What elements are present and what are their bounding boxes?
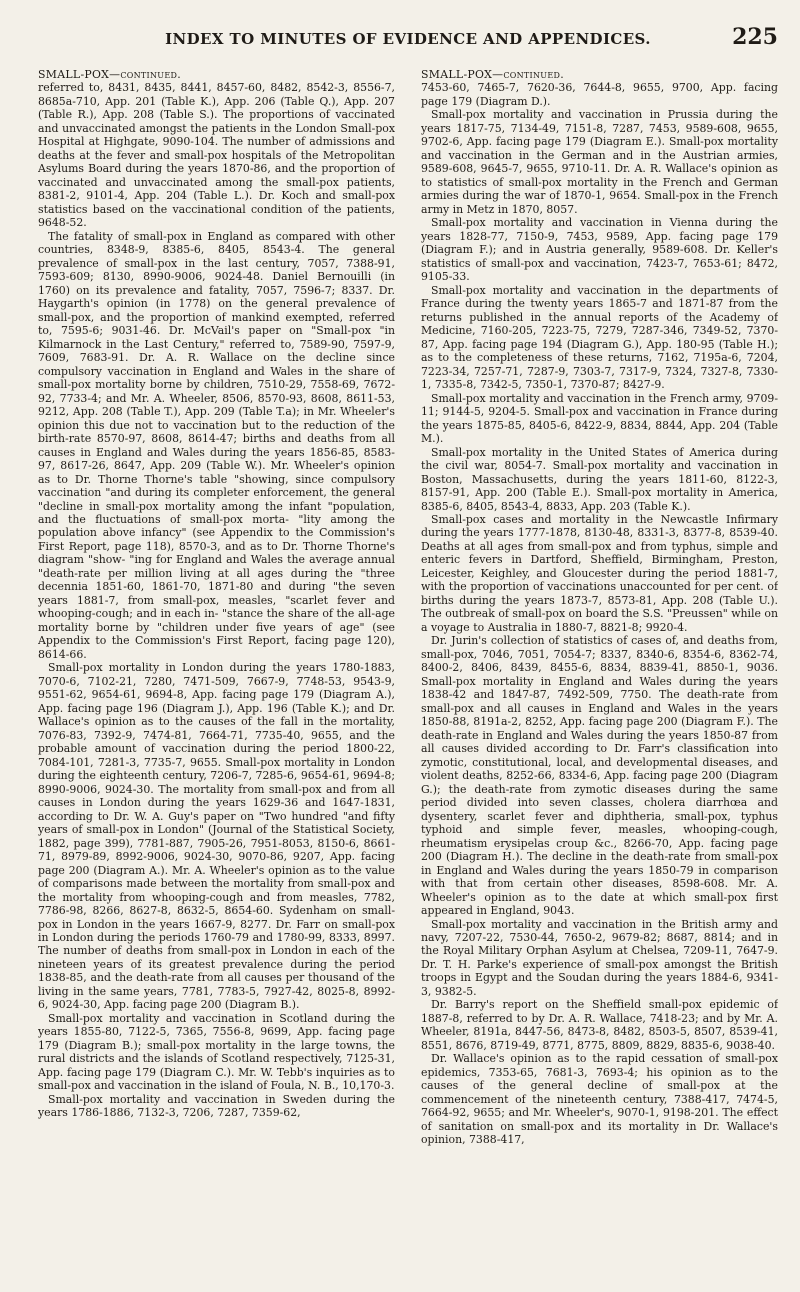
left-column-heading: SMALL-POX—continued. (38, 68, 181, 81)
index-paragraph: Dr. Wallace's opinion as to the rapid cessation of small-pox epidemics, 7353-65, 7681-3, 7693-4; his opinion as to the causes of the general decline of small-pox at the commencement of the nineteenth century, 7388-417, 7474-5, 7664-92, 9655; and Mr. Wheeler's, 9070-1, 9198-201. The effect of sanitation on small-pox and its mortality in Dr. Wallace's opinion, 7388-417, (421, 1052, 778, 1147)
index-paragraph: Small-pox mortality in the United States of America during the civil war, 8054-7. Small-pox mortality and vaccination in Boston, Massachusetts, during the years 1811-60, 8122-3, 8157-91, App. 200 (Table E.). Small-pox mortality in America, 8385-6, 8405, 8543-4, 8833, App. 203 (Table K.). (421, 445, 778, 513)
index-paragraph: The fatality of small-pox in England as compared with other countries, 8348-9, 8385-6, 8405, 8543-4. The general prevalence of small-pox in the last century, 7057, 7388-91, 7593-609; 8130, 8990-9006, 9024-48. Daniel Bernouilli (in 1760) on its prevalence and fatality, 7057, 7596-7; 8337. Dr. Haygarth's opinion (in 1778) on the general prevalence of small-pox, and the proportion of mankind exempted, referred to, 7595-6; 9031-46. Dr. McVail's paper on "Small-pox "in Kilmarnock in the Last Century," referred to, 7589-90, 7597-9, 7609, 7683-91. Dr. A. R. Wallace on the decline since compulsory vaccination in England and Wales in the share of small-pox mortality borne by children, 7510-29, 7558-69, 7672-92, 7733-4; and Mr. A. Wheeler, 8506, 8570-93, 8608, 8611-53, 9212, App. 208 (Table T.), App. 209 (Table T.a); in Mr. Wheeler's opinion this due not to vaccination but to the reduction of the birth-rate 8570-97, 8608, 8614-47; births and deaths from all causes in England and Wales during the years 1856-85, 8583-97, 8617-26, 8647, App. 209 (Table W.). Mr. Wheeler's opinion as to Dr. Thorne Thorne's table "showing, since compulsory vaccination "and during its completer enforcement, the general "decline in small-pox mortality among the infant "population, and the fluctuations of small-pox morta- "lity among the population above infancy" (see Appendix to the Commission's First Report, page 118), 8570-3, and as to Dr. Thorne Thorne's diagram "show- "ing for England and Wales the average annual "death-rate per million living at all ages during the "three decennia 1851-60, 1861-70, 1871-80 and during "the seven years 1881-7, from small-pox, measles, "scarlet fever and whooping-cough; and in each in- "stance the share of the all-age mortality borne by "children under five years of age" (see Appendix to the Commission's First Report, facing page 120), 8614-66. (38, 229, 395, 661)
index-paragraph: Small-pox mortality and vaccination in Scotland during the years 1855-80, 7122-5, 7365, 7556-8, 9699, App. facing page 179 (Diagram B.); small-pox mortality in the large towns, the rural districts and the islands of Scotland respectively, 7125-31, App. facing page 179 (Diagram C.). Mr. W. Tebb's inquiries as to small-pox and vaccination in the island of Foula, N. B., 10,170-3. (38, 1011, 395, 1093)
left-column (38, 68, 395, 1272)
index-paragraph: Small-pox mortality and vaccination in Vienna during the years 1828-77, 7150-9, 7453, 9589, App. facing page 179 (Diagram F.); and in Austria generally, 9589-608. Dr. Keller's statistics of small-pox and vaccination, 7423-7, 7653-61; 8472, 9105-33. (421, 216, 778, 284)
index-paragraph: Small-pox mortality and vaccination in the departments of France during the twenty years 1865-7 and 1871-87 from the returns published in the annual reports of the Academy of Medicine, 7160-205, 7223-75, 7279, 7287-346, 7349-52, 7370-87, App. facing page 194 (Diagram G.), App. 180-95 (Table H.); as to the completeness of these returns, 7162, 7195a-6, 7204, 7223-34, 7257-71, 7287-9, 7303-7, 7317-9, 7324, 7327-8, 7330-1, 7335-8, 7342-5, 7350-1, 7370-87; 8427-9. (421, 283, 778, 392)
index-paragraph: Small-pox cases and mortality in the Newcastle Infirmary during the years 1777-1878, 8130-48, 8331-3, 8377-8, 8539-40. Deaths at all ages from small-pox and from typhus, simple and enteric fevers in Dartford, Sheffield, Birmingham, Preston, Leicester, Keighley, and Gloucester during the period 1881-7, with the proportion of vaccinations unaccounted for per cent. of births during the years 1873-7, 8573-81, App. 208 (Table U.). The outbreak of small-pox on board the S.S. "Preussen" while on a voyage to Australia in 1880-7, 8821-8; 9920-4. (421, 512, 778, 634)
index-paragraph: Small-pox mortality and vaccination in Sweden during the years 1786-1886, 7132-3, 7206, 7287, 7359-62, (38, 1092, 395, 1120)
index-paragraph: Small-pox mortality and vaccination in the French army, 9709-11; 9144-5, 9204-5. Small-pox and vaccination in France during the years 1875-85, 8405-6, 8422-9, 8834, 8844, App. 204 (Table M.). (421, 391, 778, 446)
index-page (38, 22, 778, 1272)
right-column-heading: SMALL-POX—continued. (421, 68, 564, 81)
index-paragraph: Small-pox mortality and vaccination in Prussia during the years 1817-75, 7134-49, 7151-8, 7287, 7453, 9589-608, 9655, 9702-6, App. facing page 179 (Diagram E.). Small-pox mortality and vaccination in the German and in the Austrian armies, 9589-608, 9645-7, 9655, 9710-11. Dr. A. R. Wallace's opinion as to statistics of small-pox mortality in the French and German armies during the war of 1870-1, 9654. Small-pox in the French army in Metz in 1870, 8057. (421, 108, 778, 216)
index-paragraph: Small-pox mortality and vaccination in the British army and navy, 7207-22, 7530-44, 7650-2, 9679-82; 8687, 8814; and in the Royal Military Orphan Asylum at Chelsea, 7209-11, 7647-9. Dr. T. H. Parke's experience of small-pox amongst the British troops in Egypt and the Soudan during the years 1884-6, 9341-3, 9382-5. (421, 917, 778, 998)
index-paragraph: Small-pox mortality in London during the years 1780-1883, 7070-6, 7102-21, 7280, 7471-509, 7667-9, 7748-53, 9543-9, 9551-62, 9654-61, 9694-8, App. facing page 179 (Diagram A.), App. facing page 196 (Diagram J.), App. 196 (Table K.); and Dr. Wallace's opinion as to the causes of the fall in the mortality, 7076-83, 7392-9, 7474-81, 7664-71, 7735-40, 9655, and the probable amount of vaccination during the period 1800-22, 7084-101, 7281-3, 7735-7, 9655. Small-pox mortality in London during the eighteenth century, 7206-7, 7285-6, 9654-61, 9694-8; 8990-9006, 9024-30. The mortality from small-pox and from all causes in London during the years 1629-36 and 1647-1831, according to Dr. W. A. Guy's paper on "Two hundred "and fifty years of small-pox in London" (Journal of the Statistical Society, 1882, page 399), 7781-887, 7905-26, 7951-8053, 8150-6, 8661-71, 8979-89, 8992-9006, 9024-30, 9070-86, 9207, App. facing page 200 (Diagram A.). Mr. A. Wheeler's opinion as to the value of comparisons made between the mortality from small-pox and the mortality from whooping-cough and from measles, 7782, 7786-98, 8266, 8627-8, 8632-5, 8654-60. Sydenham on small-pox in London in the years 1667-9, 8277. Dr. Farr on small-pox in London during the periods 1760-79 and 1780-99, 8333, 8997. The number of deaths from small-pox in London in each of the nineteen years of its greatest prevalence during the period 1838-85, and the death-rate from all causes per thousand of the living in the same years, 7781, 7783-5, 7927-42, 8025-8, 8992-6, 9024-30, App. facing page 200 (Diagram B.). (38, 661, 395, 1012)
index-paragraph: referred to, 8431, 8435, 8441, 8457-60, 8482, 8542-3, 8556-7, 8685a-710, App. 201 (Table K.), App. 206 (Table Q.), App. 207 (Table R.), App. 208 (Table S.). The proportions of vaccinated and unvaccinated amongst the patients in the London Small-pox Hospital at Highgate, 9090-104. The number of admissions and deaths at the fever and small-pox hospitals of the Metropolitan Asylums Board during the years 1870-86, and the proportion of vaccinated and unvaccinated among the small-pox patients, 8381-2, 9101-4, App. 204 (Table L.). Dr. Koch and small-pox statistics based on the vaccinational condition of the patients, 9648-52. (38, 81, 395, 230)
running-header (38, 22, 778, 62)
running-title: INDEX TO MINUTES OF EVIDENCE AND APPENDICES. (165, 30, 651, 48)
index-paragraph: Dr. Barry's report on the Sheffield small-pox epidemic of 1887-8, referred to by Dr. A. R. Wallace, 7418-23; and by Mr. A. Wheeler, 8191a, 8447-56, 8473-8, 8482, 8503-5, 8507, 8539-41, 8551, 8676, 8719-49, 8771, 8775, 8809, 8829, 8835-6, 9038-40. (421, 998, 778, 1052)
index-paragraph: 7453-60, 7465-7, 7620-36, 7644-8, 9655, 9700, App. facing page 179 (Diagram D.). (421, 81, 778, 108)
index-paragraph: Dr. Jurin's collection of statistics of cases of, and deaths from, small-pox, 7046, 7051, 7054-7; 8337, 8340-6, 8354-6, 8362-74, 8400-2, 8406, 8439, 8455-6, 8834, 8839-41, 8850-1, 9036. Small-pox mortality in England and Wales during the years 1838-42 and 1847-87, 7492-509, 7750. The death-rate from small-pox and all causes in England and Wales in the years 1850-88, 8191a-2, 8252, App. facing page 200 (Diagram F.). The death-rate in England and Wales during the years 1850-87 from all causes divided according to Dr. Farr's classification into zymotic, constitutional, local, and developmental diseases, and violent deaths, 8252-66, 8334-6, App. facing page 200 (Diagram G.); the death-rate from zymotic diseases during the same period divided into seven classes, cholera diarrhœa and dysentery, scarlet fever and diphtheria, small-pox, typhus typhoid and simple fever, measles, whooping-cough, rheumatism erysipelas croup &c., 8266-70, App. facing page 200 (Diagram H.). The decline in the death-rate from small-pox in England and Wales during the years 1850-79 in comparison with that from certain other diseases, 8598-608. Mr. A. Wheeler's opinion as to the date at which small-pox first appeared in England, 9043. (421, 634, 778, 918)
index-columns (38, 68, 778, 1272)
right-column (421, 68, 778, 1272)
page-number: 225 (732, 24, 778, 50)
